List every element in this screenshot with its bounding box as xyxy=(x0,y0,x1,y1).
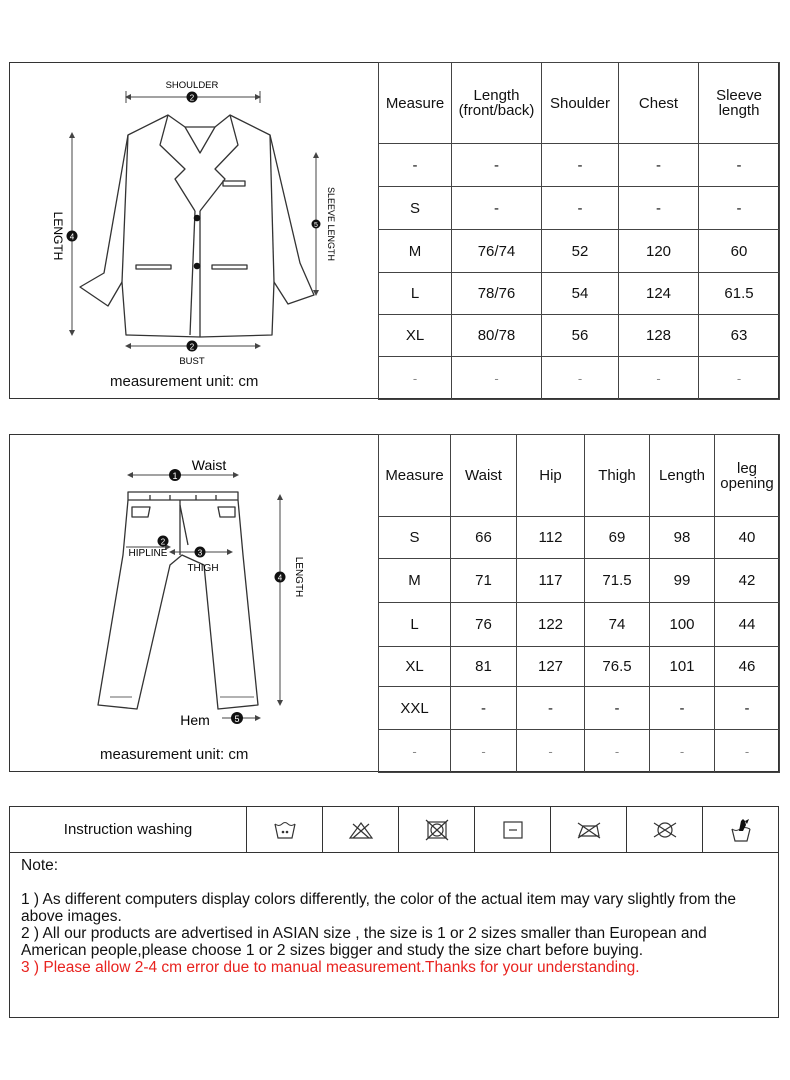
table-cell: - xyxy=(542,144,619,187)
washing-instructions-row xyxy=(10,807,778,853)
table-cell: - xyxy=(542,187,619,230)
table-cell: S xyxy=(379,517,451,559)
table-header-cell: leg opening xyxy=(715,435,780,517)
table-cell: - xyxy=(585,730,650,773)
table-cell: - xyxy=(619,357,699,400)
table-cell: 60 xyxy=(699,230,780,273)
table-row xyxy=(379,517,780,559)
table-cell: 71.5 xyxy=(585,559,650,603)
svg-text:5: 5 xyxy=(234,714,240,724)
table-cell: 44 xyxy=(715,603,780,647)
pants-diagram xyxy=(10,435,380,771)
table-row xyxy=(379,559,780,603)
jacket-diagram xyxy=(10,63,380,398)
table-row xyxy=(379,687,780,730)
svg-text:2: 2 xyxy=(189,342,195,352)
table-cell: - xyxy=(699,187,780,230)
table-cell: 71 xyxy=(451,559,517,603)
table-header-cell: Length xyxy=(650,435,715,517)
table-header-cell: Shoulder xyxy=(542,63,619,144)
table-header-cell: Hip xyxy=(517,435,585,517)
table-header-cell: Measure xyxy=(379,63,452,144)
table-cell: XXL xyxy=(379,687,451,730)
table-row xyxy=(379,730,780,773)
table-cell: 98 xyxy=(650,517,715,559)
table-cell: 76 xyxy=(451,603,517,647)
table-cell: 63 xyxy=(699,315,780,357)
do-not-tumble-dry-icon xyxy=(425,819,449,841)
table-cell: - xyxy=(379,357,452,400)
table-row xyxy=(379,187,780,230)
table-cell: - xyxy=(517,687,585,730)
table-cell: - xyxy=(379,144,452,187)
table-cell: - xyxy=(699,144,780,187)
note-3: 3 ) Please allow 2-4 cm error due to manual measurement.Thanks for your understanding. xyxy=(21,959,640,976)
table-cell: - xyxy=(452,144,542,187)
table-row xyxy=(379,273,780,315)
svg-text:2: 2 xyxy=(189,93,195,103)
table-cell: L xyxy=(379,273,452,315)
table-cell: - xyxy=(452,357,542,400)
table-cell: - xyxy=(379,730,451,773)
table-cell: 124 xyxy=(619,273,699,315)
waist-label: Waist xyxy=(191,457,227,473)
table-cell: 122 xyxy=(517,603,585,647)
table-cell: 117 xyxy=(517,559,585,603)
note-1: 1 ) As different computers display colors differently, the color of the actual item may vary slightly from the above images. xyxy=(21,891,737,925)
button-dot xyxy=(194,215,201,222)
hand-wash-30-icon xyxy=(273,820,297,840)
table-cell: 69 xyxy=(585,517,650,559)
table-cell: - xyxy=(715,687,780,730)
table-cell: M xyxy=(379,559,451,603)
table-header-cell: Waist xyxy=(451,435,517,517)
table-header-row xyxy=(379,435,780,517)
table-cell: L xyxy=(379,603,451,647)
washing-label: Instruction washing xyxy=(63,821,193,838)
table-row xyxy=(379,230,780,273)
svg-text:1: 1 xyxy=(172,471,178,481)
table-cell: M xyxy=(379,230,452,273)
table-cell: 128 xyxy=(619,315,699,357)
svg-text:4: 4 xyxy=(69,232,75,242)
table-header-cell: Length (front/back) xyxy=(452,63,542,144)
table-cell: 81 xyxy=(451,647,517,687)
table-cell: 61.5 xyxy=(699,273,780,315)
note-2: 2 ) All our products are advertised in ASIAN size , the size is 1 or 2 sizes smaller than European and American people,please choose 1 or 2 sizes bigger and study the size chart before buying. xyxy=(21,925,707,959)
table-cell: 80/78 xyxy=(452,315,542,357)
table-cell: 100 xyxy=(650,603,715,647)
notes-title: Note: xyxy=(21,857,59,874)
table-cell: 78/76 xyxy=(452,273,542,315)
hand-wash-icon xyxy=(729,817,753,843)
do-not-dry-clean-icon xyxy=(651,820,679,840)
table-cell: 52 xyxy=(542,230,619,273)
table-cell: 74 xyxy=(585,603,650,647)
table-cell: - xyxy=(650,687,715,730)
table-cell: 120 xyxy=(619,230,699,273)
washing-label-cell xyxy=(10,807,247,852)
bust-label: BUST xyxy=(179,356,205,367)
table-header-cell: Thigh xyxy=(585,435,650,517)
table-cell: 46 xyxy=(715,647,780,687)
pants-unit-label: measurement unit: cm xyxy=(100,746,249,763)
table-cell: - xyxy=(619,187,699,230)
table-cell: 66 xyxy=(451,517,517,559)
do-not-bleach-icon xyxy=(348,820,374,840)
table-cell: 101 xyxy=(650,647,715,687)
table-cell: - xyxy=(585,687,650,730)
table-header-cell: Sleeve length xyxy=(699,63,780,144)
table-cell: - xyxy=(619,144,699,187)
svg-text:2: 2 xyxy=(160,537,166,547)
table-cell: 112 xyxy=(517,517,585,559)
do-not-iron-icon xyxy=(575,820,603,840)
table-row xyxy=(379,144,780,187)
table-row xyxy=(379,315,780,357)
table-cell: - xyxy=(451,730,517,773)
jacket-size-panel xyxy=(9,62,779,399)
table-row xyxy=(379,357,780,400)
table-cell: 54 xyxy=(542,273,619,315)
table-cell: 76/74 xyxy=(452,230,542,273)
table-row xyxy=(379,647,780,687)
table-cell: 56 xyxy=(542,315,619,357)
jacket-size-table xyxy=(378,62,780,400)
table-cell: - xyxy=(699,357,780,400)
table-cell: XL xyxy=(379,315,452,357)
svg-text:5: 5 xyxy=(314,222,318,229)
table-cell: 127 xyxy=(517,647,585,687)
table-cell: XL xyxy=(379,647,451,687)
table-row xyxy=(379,603,780,647)
jacket-unit-label: measurement unit: cm xyxy=(110,373,259,390)
table-cell: - xyxy=(517,730,585,773)
table-cell: - xyxy=(542,357,619,400)
table-cell: - xyxy=(452,187,542,230)
table-cell: - xyxy=(650,730,715,773)
notes-section xyxy=(21,857,771,976)
table-header-cell: Chest xyxy=(619,63,699,144)
table-cell: - xyxy=(451,687,517,730)
hipline-label: HIPLINE xyxy=(128,548,168,559)
thigh-label: THIGH xyxy=(187,563,219,574)
svg-text:4: 4 xyxy=(277,573,283,583)
pants-size-table xyxy=(378,434,780,773)
table-cell: 99 xyxy=(650,559,715,603)
pants-length-label: LENGTH xyxy=(293,556,304,598)
dry-flat-icon xyxy=(502,820,524,840)
table-cell: 40 xyxy=(715,517,780,559)
care-notes-panel xyxy=(9,806,779,1018)
table-header-cell: Measure xyxy=(379,435,451,517)
pants-size-panel xyxy=(9,434,779,772)
svg-text:3: 3 xyxy=(197,548,203,558)
table-cell: S xyxy=(379,187,452,230)
hem-label: Hem xyxy=(180,712,210,728)
table-cell: - xyxy=(715,730,780,773)
table-header-row xyxy=(379,63,780,144)
length-label: LENGTH xyxy=(51,211,65,261)
sleeve-length-label: SLEEVE LENGTH xyxy=(326,186,336,262)
shoulder-label: SHOULDER xyxy=(165,80,219,91)
table-cell: 76.5 xyxy=(585,647,650,687)
button-dot xyxy=(194,263,201,270)
table-cell: 42 xyxy=(715,559,780,603)
